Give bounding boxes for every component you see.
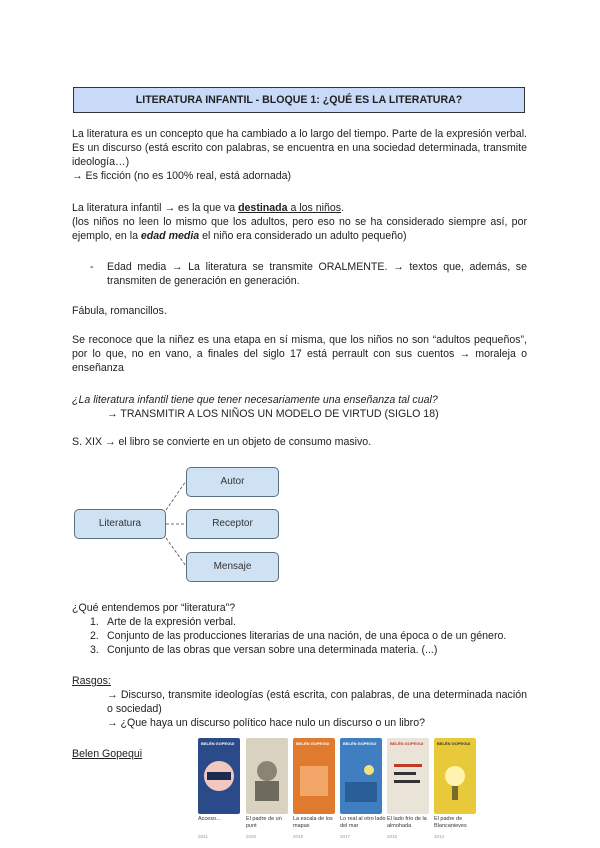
- definition-item: [72, 643, 527, 657]
- book-title[interactable]: El lado frío de la almohada: [387, 816, 427, 829]
- book-year: 2021: [198, 834, 209, 839]
- ninez-text: Se reconoce que la niñez es una etapa en sí misma, que los niños no son “adultos pequeños”, por lo que, no en vano, a finales del siglo 17 está perrault con sus cuentos → moraleja o enseñanza: [72, 334, 527, 374]
- book-gallery: [198, 738, 483, 844]
- book-cover[interactable]: [387, 738, 429, 814]
- book-cover[interactable]: [246, 738, 288, 814]
- abstract-cover-icon: [296, 756, 332, 806]
- book-year: 2015: [387, 834, 398, 839]
- definition-number: 3.: [90, 644, 99, 656]
- definitions-list: [72, 615, 527, 657]
- definition-item: [72, 615, 527, 629]
- answer-virtud: → TRANSMITIR A LOS NIÑOS UN MODELO DE VIRTUD (SIGLO 18): [107, 408, 439, 420]
- book-year: 2020: [246, 834, 257, 839]
- diagram-node-autor: Autor: [186, 467, 279, 497]
- author-link[interactable]: Belen Gopequi: [72, 748, 143, 760]
- bulb-illustration-icon: [437, 756, 473, 806]
- infantil-end: .: [341, 202, 345, 214]
- diagram-node-literatura: Literatura: [74, 509, 166, 539]
- book-cover[interactable]: [293, 738, 335, 814]
- book-title[interactable]: La escala de los mapas: [293, 816, 333, 829]
- rasgos-item-1-text: → Discurso, transmite ideologías (está escrita, con palabras, de una determinada nación o sociedad): [107, 689, 527, 715]
- intro-text: La literatura es un concepto que ha cambiado a lo largo del tiempo. Parte de la expresión verbal. Es un discurso (está escrito con palabras, se encuentra en una sociedad determinada, transmite ideología…): [72, 128, 527, 168]
- book-title[interactable]: Lo real al otro lado del mar: [340, 816, 386, 829]
- definitions-section: [72, 601, 527, 657]
- infantil-note-start: (los niños no leen lo mismo que los adultos, pero eso no se ha considerado siempre así, por ejemplo, en la: [72, 216, 527, 242]
- book-cover-author: BELÉN GOPEGUI: [343, 741, 377, 746]
- diagram-node-receptor: Receptor: [186, 509, 279, 539]
- infantil-suffix: a los niños: [287, 202, 342, 214]
- definition-item: [72, 629, 527, 643]
- diagram-node-mensaje: Mensaje: [186, 552, 279, 582]
- sxix-text: S. XIX → el libro se convierte en un objeto de consumo masivo.: [72, 436, 372, 448]
- infantil-note-end: el niño era considerado un adulto pequeño): [199, 230, 407, 242]
- book-cover-author: BELÉN GOPEGUI: [437, 741, 471, 746]
- book-cover[interactable]: [434, 738, 476, 814]
- sea-illustration-icon: [343, 756, 379, 806]
- definition-number: 2.: [90, 630, 99, 642]
- rasgos-label: Rasgos:: [72, 675, 111, 687]
- connector-mensaje: [166, 538, 186, 566]
- infantil-prefix: La literatura infantil → es la que va: [72, 202, 239, 214]
- book-cover[interactable]: [340, 738, 382, 814]
- question-literatura: ¿Qué entendemos por “literatura”?: [72, 602, 236, 614]
- fabula-text: Fábula, romancillos.: [72, 305, 167, 317]
- book-year: 2017: [340, 834, 351, 839]
- face-illustration-icon: [201, 754, 237, 798]
- infantil-emphasis: destinada: [238, 202, 288, 214]
- book-cover-author: BELÉN GOPEGUI: [390, 741, 424, 746]
- rasgos-item-2: → ¿Que haya un discurso político hace nulo un discurso o un libro?: [107, 717, 425, 729]
- portrait-photo-icon: [249, 751, 285, 801]
- book-title[interactable]: El padre de un punt: [246, 816, 282, 829]
- edad-media-item: - Edad media → La literatura se transmite ORALMENTE. → textos que, además, se transmiten de generación en generación.: [72, 260, 527, 288]
- question-ensenanza: ¿La literatura infantil tiene que tener necesariamente una enseñanza tal cual?: [72, 394, 438, 406]
- definition-text: Arte de la expresión verbal.: [107, 616, 236, 628]
- rasgos-section: [72, 674, 527, 730]
- definition-text: Conjunto de las obras que versan sobre una determinada materia. (...): [107, 644, 438, 656]
- definition-number: 1.: [90, 616, 99, 628]
- book-title[interactable]: El padre de Blancanieves: [434, 816, 467, 829]
- rasgos-item-1: [72, 688, 527, 716]
- book-year: 2019: [293, 834, 304, 839]
- book-year: 2014: [434, 834, 445, 839]
- book-cover-author: BELÉN GOPEGUI: [296, 741, 330, 746]
- text-cover-icon: [390, 756, 426, 806]
- page-title: LITERATURA INFANTIL - BLOQUE 1: ¿QUÉ ES LA LITERATURA?: [73, 87, 525, 113]
- book-cover-author: BELÉN GOPEGUI: [201, 741, 235, 746]
- book-title[interactable]: Acceso...: [198, 816, 221, 822]
- infantil-note-emphasis: edad media: [140, 230, 200, 242]
- intro-fiction: → Es ficción (no es 100% real, está adornada): [72, 170, 292, 182]
- book-cover[interactable]: [198, 738, 240, 814]
- connector-autor: [166, 481, 186, 510]
- definition-text: Conjunto de las producciones literarias de una nación, de una época o de un género.: [107, 630, 507, 642]
